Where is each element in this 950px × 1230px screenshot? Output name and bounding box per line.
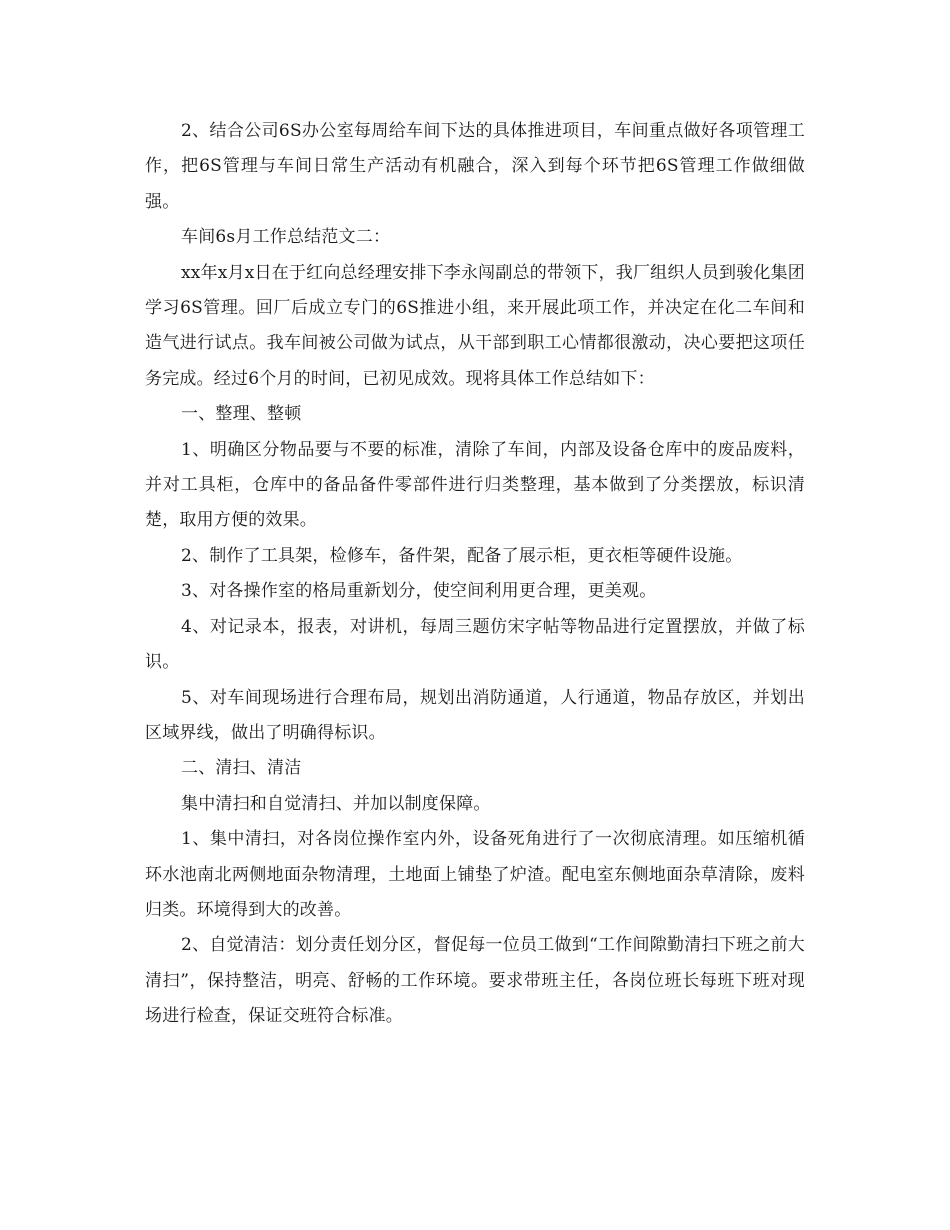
paragraph-item-1-centralized-clean: 1、集中清扫，对各岗位操作室内外，设备死角进行了一次彻底清理。如压缩机循环水池南北两侧地面杂物清理，土地面上铺垫了炉渣。配电室东侧地面杂草清除，废料归类。环境得到大的改善。 (145, 829, 805, 920)
section-heading-sort-organize: 一、整理、整顿 (181, 404, 302, 425)
paragraph-item-2-self-clean: 2、自觉清洁：划分责任划分区，督促每一位员工做到“工作间隙勤清扫下班之前大清扫”，保持整洁，明亮、舒畅的工作环境。要求带班主任，各岗位班长每班下班对现场进行检查，保证交班符合标准。 (145, 935, 805, 1027)
section-heading-sample-two: 车间6s月工作总结范文二： (181, 227, 391, 248)
paragraph-item-5-zoning: 5、对车间现场进行合理布局，规划出消防通道，人行通道，物品存放区，并划出区域界线，做出了明确得标识。 (145, 687, 805, 743)
document-body (145, 114, 805, 1035)
paragraph-background: xx年x月x日在于红向总经理安排下李永闯副总的带领下，我厂组织人员到骏化集团学习6S管理。回厂后成立专门的6S推进小组，来开展此项工作，并决定在化二车间和造气进行试点。我车间被公司做为试点，从干部到职工心情都很激动，决心要把这项任务完成。经过6个月的时间，已初见成效。现将具体工作总结如下： (145, 262, 805, 389)
paragraph-item-4-placement: 4、对记录本，报表，对讲机，每周三题仿宋字帖等物品进行定置摆放，并做了标识。 (145, 616, 805, 673)
paragraph-item-2-racks: 2、制作了工具架，检修车，备件架，配备了展示柜，更衣柜等硬件设施。 (181, 545, 743, 566)
paragraph-item-1-sorting: 1、明确区分物品要与不要的标准，清除了车间，内部及设备仓库中的废品废料，并对工具柜，仓库中的备品备件零部件进行归类整理，基本做到了分类摆放，标识清楚，取用方便的效果。 (145, 439, 805, 531)
paragraph-clean-summary: 集中清扫和自觉清扫、并加以制度保障。 (181, 793, 491, 814)
paragraph-item-2-integration: 2、结合公司6S办公室每周给车间下达的具体推进项目，车间重点做好各项管理工作，把6S管理与车间日常生产活动有机融合，深入到每个环节把6S管理工作做细做强。 (145, 121, 805, 212)
paragraph-item-3-layout: 3、对各操作室的格局重新划分，使空间利用更合理，更美观。 (181, 581, 657, 602)
section-heading-sweep-clean: 二、清扫、清洁 (181, 758, 302, 779)
